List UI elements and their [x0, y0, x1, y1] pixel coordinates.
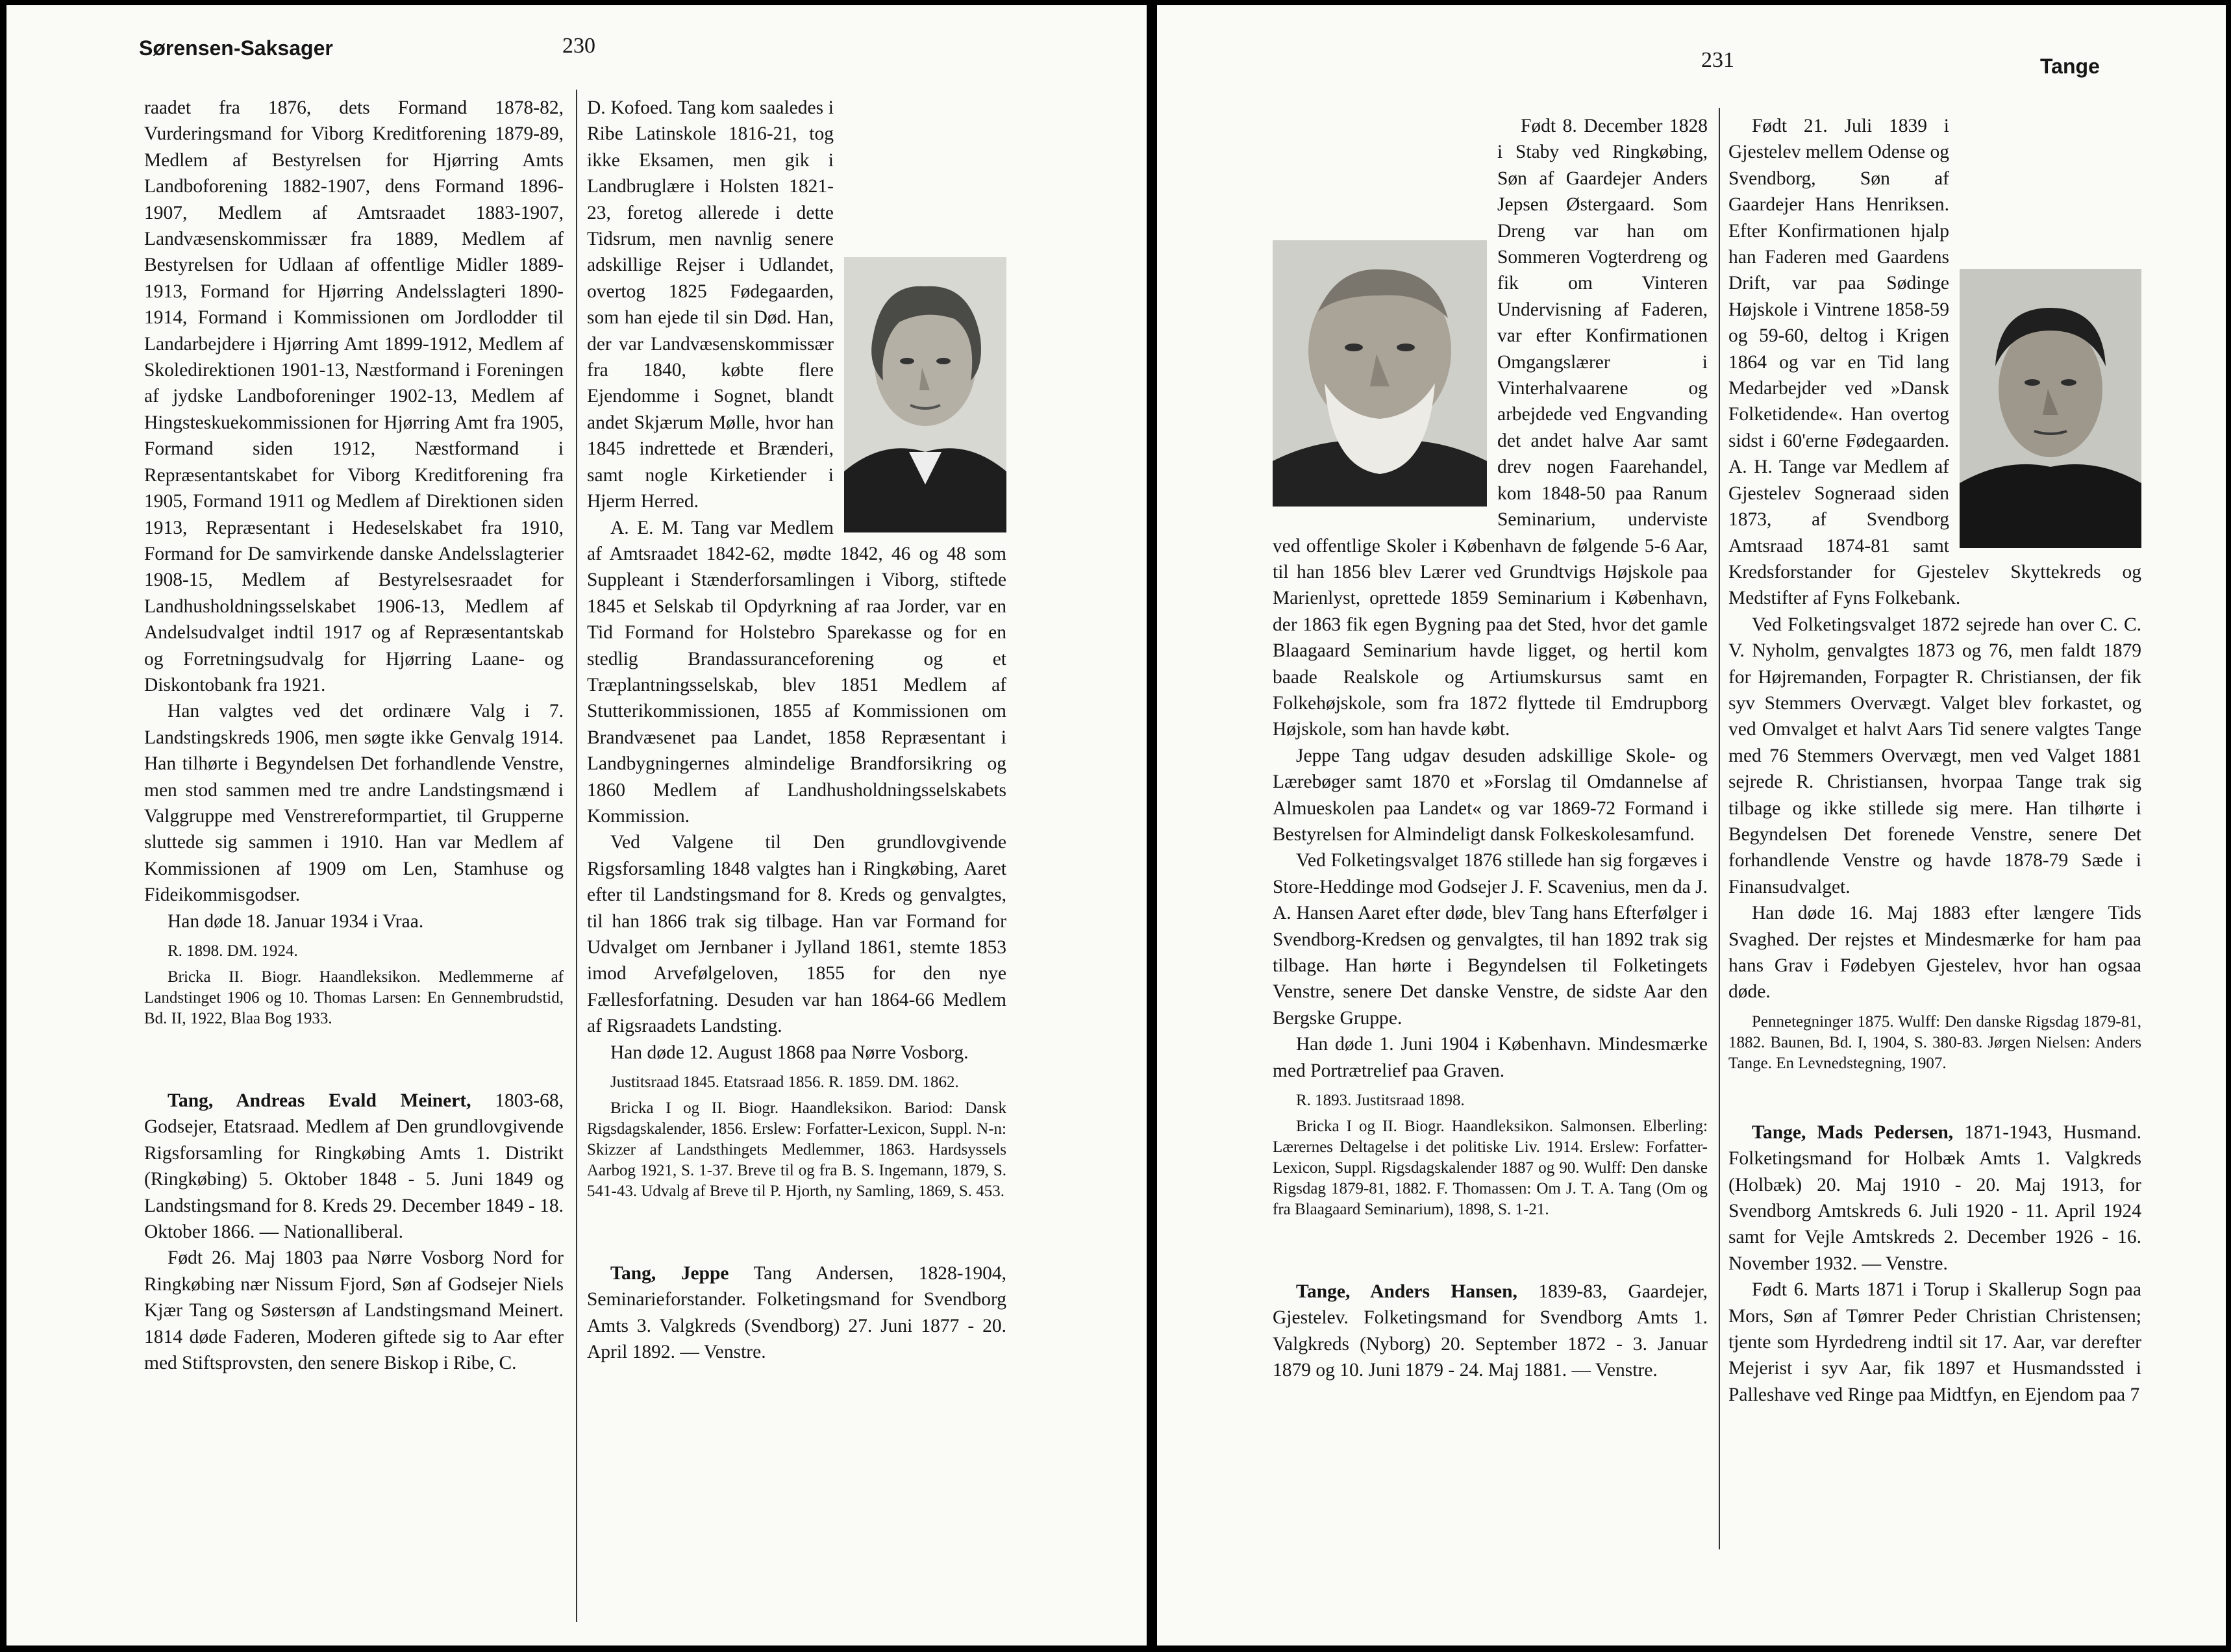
- column-rule: [576, 90, 577, 1622]
- left-column-2: [587, 95, 1006, 1620]
- page-number-left: 230: [562, 34, 595, 58]
- paragraph: Født 8. December 1828 i Staby ved Ringkøbing, Søn af Gaardejer Anders Jepsen Østergaard. Som Dreng var han om Sommeren Vogterdreng og fik om Vinteren Undervisning af Faderen, var efter Konfirmationen Omgangslærer i Vinterhalvaarene og arbejdede ved Engvanding det andet halve Aar samt drev nogen Faarehandel, kom 1848-50 paa Ranum Seminarium, underviste ved offentlige Skoler i København de følgende 5-6 Aar, til han 1856 blev Lærer ved Grundtvigs Højskole paa Marienlyst, oprettede 1859 Seminarium i København, der 1863 fik egen Bygning paa det Sted, hvor det gamle Blaagaard Seminarium havde ligget, og hertil kom baade Realskole og Artiumskursus samt en Folkehøjskole, som fra 1872 flyttede til Emdrupborg Højskole, som han havde købt.: [1273, 116, 1708, 740]
- entry-headword: Tange, Mads Pedersen,: [1752, 1121, 1954, 1143]
- entry-summary: 1839-83, Gaardejer, Gjestelev. Folketingsmand for Svendborg Amts 1. Valgkreds (Nyborg) 20. September 1872 - 3. Januar 1879 og 10. Juni 1879 - 24. Maj 1881. — Venstre.: [1273, 1281, 1708, 1381]
- footnote: R. 1898. DM. 1924.: [168, 942, 298, 960]
- entry-headword: Tang, Andreas Evald Meinert,: [168, 1090, 471, 1111]
- paragraph: Han døde 1. Juni 1904 i København. Mindesmærke med Portrætrelief paa Graven.: [1273, 1034, 1708, 1081]
- paragraph: Født 26. Maj 1803 paa Nørre Vosborg Nord for Ringkøbing nær Nissum Fjord, Søn af Godsejer Niels Kjær Tang og Søstersøn af Landstingsmand Meinert. 1814 døde Faderen, Moderen giftede sig to Aar efter med Stiftsprovsten, den senere Biskop i Ribe, C.: [144, 1247, 564, 1374]
- paragraph: Ved Folketingsvalget 1872 sejrede han over C. C. V. Nyholm, genvalgtes 1873 og 76, men faldt 1879 for Højremanden, Forpagter R. Christiansen, der fik syv Stemmers Overvægt. Valget blev forkastet, og ved Omvalget et halvt Aars Tid senere valgtes Tange med 76 Stemmers Overvægt, men ved Valget 1881 sejrede R. Christiansen, hvorpaa Tange trak sig tilbage og ikke stillede sig mere. Han tilhørte i Begyndelsen Det forenede Venstre, senere Det forhandlende Venstre og havde 1878-79 Sæde i Finansudvalget.: [1728, 614, 2141, 897]
- entry-headword: Tange, Anders Hansen,: [1296, 1281, 1517, 1303]
- paragraph: A. E. M. Tang var Medlem af Amtsraadet 1842-62, mødte 1842, 46 og 48 som Suppleant i Stænderforsamlingen i Viborg, stiftede 1845 et Selskab til Opdyrkning af raa Jorder, var en Tid Formand for Holstebro Sparekasse og for en stedlig Brandassurancеforening og et Træplantningsselskab, blev 1851 Medlem af Stutterikommissionen, 1855 af Kommissionen om Brandvæsenet paa Landet, 1858 Repræsentant i Landbygningernes almindelige Brandforsikring og 1860 Medlem af Landhusholdningsselskabets Kommission.: [587, 517, 1006, 827]
- entry-summary: 1871-1943, Husmand. Folketingsmand for Holbæk Amts 1. Valgkreds (Holbæk) 20. Maj 1910 - 20. Maj 1913, for Svendborg Amtskreds 6. Juli 1920 - 11. April 1924 samt for Vejle Amtskreds 2. December 1926 - 16. November 1932. — Venstre.: [1728, 1121, 2141, 1274]
- footnote: R. 1893. Justitsraad 1898.: [1296, 1092, 1465, 1110]
- paragraph: Han valgtes ved det ordinære Valg i 7. Landstingskreds 1906, men søgte ikke Genvalg 1914. Han tilhørte i Begyndelsen Det forhandlende Venstre, men stod sammen med tre andre Landstingsmænd i Valggruppe med Venstrereformpartiet, til Grupperne sluttede sig sammen i 1910. Han var Medlem af Kommissionen af 1909 om Len, Stamhuse og Fideikommisgodser.: [144, 701, 564, 906]
- paragraph: Jeppe Tang udgav desuden adskillige Skole- og Lærebøger samt 1870 et »Forslag til Omdannelse af Almueskolen paa Landet« og var 1869-72 Formand i Bestyrelsen for Almindeligt dansk Folkeskolesamfund.: [1273, 745, 1708, 845]
- biography-entry: [1728, 1120, 2141, 1277]
- footnote: Bricka II. Biogr. Haandleksikon. Medlemmerne af Landstinget 1906 og 10. Thomas Larsen: En Gennembrudstid, Bd. II, 1922, Blaa Bog 1933.: [144, 968, 564, 1027]
- footnote: Bricka I og II. Biogr. Haandleksikon. Salmonsen. Elberling: Lærernes Deltagelse i det politiske Liv. 1914. Erslew: Forfatter-Lexicon, Suppl. Rigsdagskalender 1887 og 90. Wulff: Den danske Rigsdag 1879-81, 1882. F. Thomassen: Om J. T. A. Tang (Om og fra Blaagaard Seminarium), 1898, S. 1-21.: [1273, 1118, 1708, 1219]
- footnote: Pennetegninger 1875. Wulff: Den danske Rigsdag 1879-81, 1882. Baunen, Bd. I, 1904, S. 380-83. Jørgen Nielsen: Anders Tange. En Levnedstegning, 1907.: [1728, 1012, 2141, 1072]
- biography-entry: [1273, 1279, 1708, 1384]
- left-page: [6, 5, 1147, 1646]
- entry-summary: Tang Andersen, 1828-1904, Seminarieforstander. Folketingsmand for Svendborg Amts 3. Valgkreds (Svendborg) 27. Juni 1877 - 20. April 1892. — Venstre.: [587, 1263, 1006, 1363]
- paragraph: Ved Valgene til Den grundlovgivende Rigsforsamling 1848 valgtes han i Ringkøbing, Aaret efter til Landstingsmand for 8. Kreds og genvalgtes, til han 1866 trak sig tilbage. Han var Formand for Udvalget om Jernbaner i Jylland 1861, stemte 1853 imod Arvefølgeloven, 1855 for den nye Fællesforfatning. Desuden var han 1864-66 Medlem af Rigsraadets Landsting.: [587, 832, 1006, 1037]
- right-column-1: [1273, 113, 1708, 1620]
- paragraph: Født 6. Marts 1871 i Torup i Skallerup Sogn paa Mors, Søn af Tømrer Peder Christian Christensen; tjente som Hyrdedreng indtil sit 17. Aar, var derefter Mejerist i syv Aar, fik 1897 et Husmandssted i Palleshave ved Ringe paa Midtfyn, en Ejendom paa 7: [1728, 1279, 2141, 1405]
- paragraph: Født 21. Juli 1839 i Gjestelev mellem Odense og Svendborg, Søn af Gaardejer Hans Henriksen. Efter Konfirmationen hjalp han Faderen med Gaardens Drift, var paa Sødinge Højskole i Vintrene 1858-59 og 59-60, deltog i Krigen 1864 og var en Tid lang Medarbejder ved »Dansk Folketidende«. Han overtog sidst i 60'erne Fødegaarden. A. H. Tange var Medlem af Gjestelev Sogneraad siden 1873, af Svendborg Amtsraad 1874-81 samt Kredsforstander for Gjestelev Skyttekreds og Medstifter af Fyns Folkebank.: [1728, 116, 2141, 609]
- right-page: [1157, 5, 2226, 1646]
- column-rule: [1719, 108, 1720, 1549]
- paragraph: raadet fra 1876, dets Formand 1878-82, Vurderingsmand for Viborg Kreditforening 1879-89, Medlem af Bestyrelsen for Hjørring Amts Landboforening 1882-1907, dens Formand 1896-1907, Medlem af Amtsraadet 1883-1907, Landvæsenskommissær fra 1889, Medlem af Bestyrelsen for Udlaan af offentlige Midler 1889-1913, Formand for Hjørring Andelsslagteri 1890-1914, Formand i Kommissionen om Jordlodder til Landarbejdere i Hjørring Amt 1899-1912, Medlem af Skoledirektionen 1901-13, Næstformand i Foreningen af jydske Landboforeninger 1902-13, Medlem af Hingsteskuekommissionen for Hjørring Amt fra 1905, Formand siden 1912, Næstformand i Repræsentantskabet for Viborg Kreditforening fra 1905, Formand 1911 og Medlem af Direktionen siden 1913, Repræsentant i Hedeselskabet fra 1910, Formand for De samvirkende danske Andelsslagterier 1908-15, Medlem af Bestyrelsesraadet for Landhusholdningsselskabet 1906-13, Medlem af Andelsudvalget indtil 1917 og af Repræsentantskab og Forretningsudvalg for Hjørring Laane- og Diskontobank fra 1921.: [144, 97, 564, 695]
- left-column-1: [144, 95, 564, 1620]
- biography-entry: [587, 1260, 1006, 1366]
- paragraph: D. Kofoed. Tang kom saaledes i Ribe Latinskole 1816-21, tog ikke Eksamen, men gik i Landbruglære i Holsten 1821-23, foretog allerede i dette Tidsrum, men navnlig senere adskillige Rejser i Udlandet, overtog 1825 Fødegaarden, som han ejede til sin Død. Han, der var Landvæsenskommissær fra 1840, købte flere Ejendomme i Sognet, blandt andet Skjærum Mølle, hvor han 1845 indrettede et Brænderi, samt nogle Kirketiender i Hjerm Herred.: [587, 95, 1006, 515]
- paragraph: Han døde 12. August 1868 paa Nørre Vosborg.: [610, 1042, 969, 1063]
- running-head-left: Sørensen-Saksager: [139, 36, 333, 60]
- paragraph: Ved Folketingsvalget 1876 stillede han sig forgæves i Store-Heddinge mod Godsejer J. F. Scavenius, men da J. A. Hansen Aaret efter døde, blev Tang hans Efterfølger i Svendborg-Kredsen og genvalgtes, til han 1892 trak sig tilbage. Han hørte i Begyndelsen til Folketingets Venstre, senere Det danske Venstre, de sidste Aar den Bergske Gruppe.: [1273, 850, 1708, 1029]
- running-head-right: Tange: [2040, 55, 2100, 78]
- paragraph: Han døde 18. Januar 1934 i Vraa.: [168, 910, 424, 932]
- footnote: Bricka I og II. Biogr. Haandleksikon. Bariod: Dansk Rigsdagskalender, 1856. Erslew: Forfatter-Lexicon, Suppl. N-n: Skizzer af Landsthingets Medlemmer, 1863. Hardsyssels Aarbog 1921, S. 1-37. Breve til og fra B. S. Ingemann, 1879, S. 541-43. Udvalg af Breve til P. Hjorth, ny Samling, 1869, S. 453.: [587, 1099, 1006, 1201]
- portrait-a-e-m-tang: [844, 257, 1006, 532]
- footnote: Justitsraad 1845. Etatsraad 1856. R. 1859. DM. 1862.: [610, 1073, 959, 1092]
- portrait-anders-hansen-tange: [1960, 269, 2141, 548]
- entry-summary: 1803-68, Godsejer, Etatsraad. Medlem af Den grundlovgivende Rigsforsamling for Ringkøbing Amts 1. Distrikt (Ringkøbing) 5. Oktober 1848 - 5. Juni 1849 og Landstingsmand for 8. Kreds 29. December 1849 - 18. Oktober 1866. — Nationalliberal.: [144, 1090, 564, 1243]
- paragraph: Han døde 16. Maj 1883 efter længere Tids Svaghed. Der rejstes et Mindesmærke for ham paa hans Grav i Fødebyen Gjestelev, hvor han ogsaa døde.: [1728, 903, 2141, 1003]
- right-column-2: [1728, 113, 2141, 1620]
- portrait-jeppe-tang: [1273, 240, 1487, 507]
- biography-entry: [144, 1088, 564, 1245]
- entry-headword: Tang, Jeppe: [610, 1263, 729, 1284]
- page-number-right: 231: [1701, 48, 1734, 72]
